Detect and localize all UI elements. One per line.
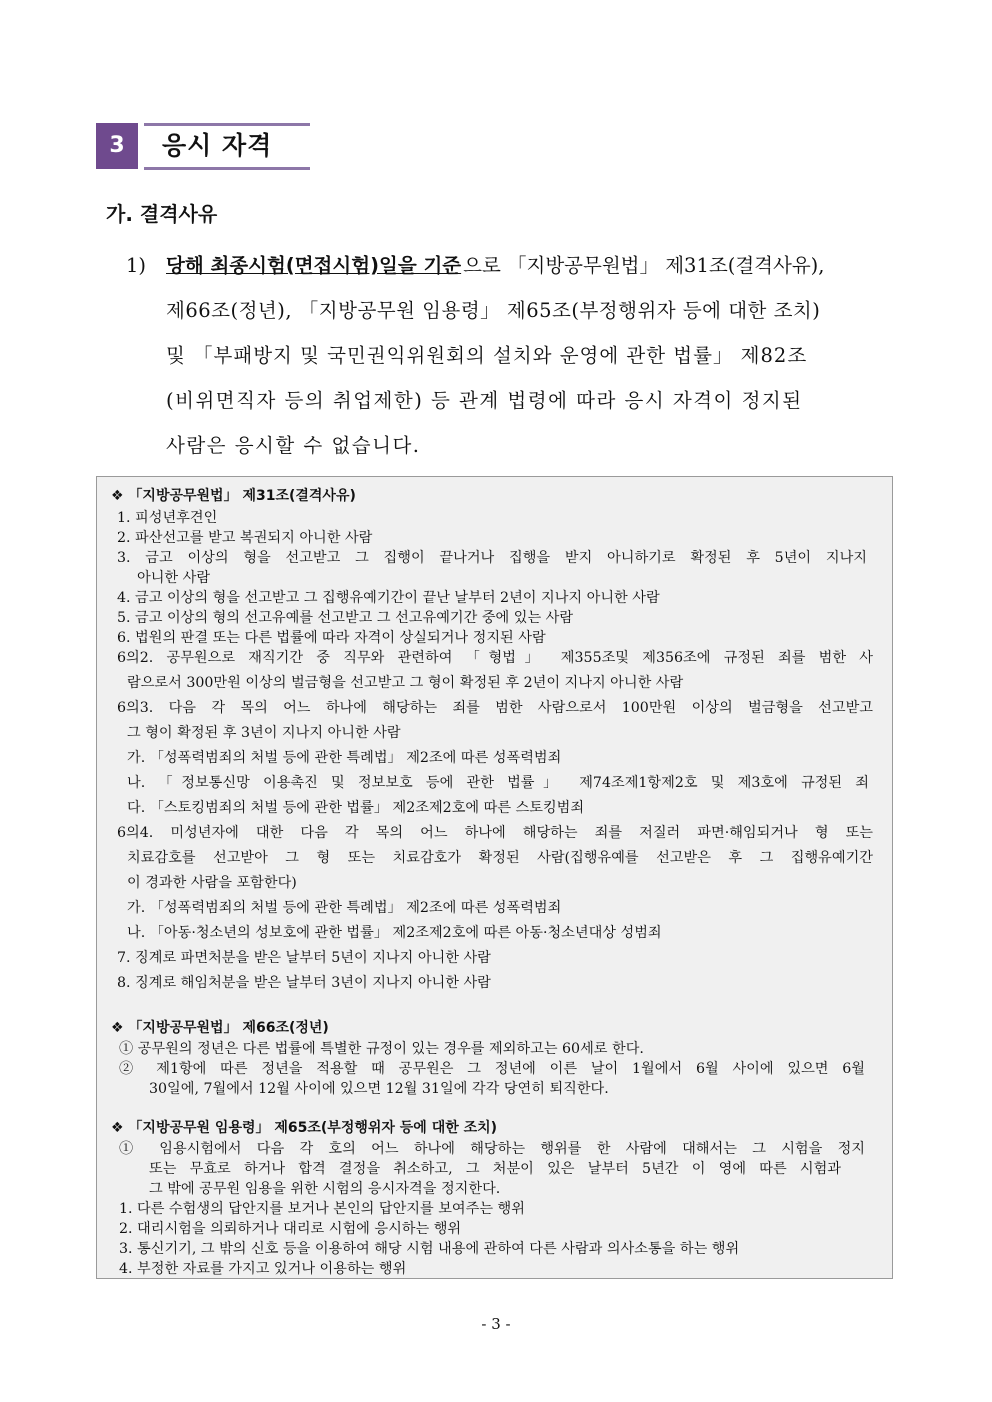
law-line: ① 공무원의 정년은 다른 법률에 특별한 규정이 있는 경우를 제외하고는 60세로 한다. [119,1041,644,1057]
section-header [96,123,310,169]
law-line: 가. 「성폭력범죄의 처벌 등에 관한 특례법」 제2조에 따른 성폭력범죄 [127,750,562,766]
law-line: 8. 징계로 해임처분을 받은 날부터 3년이 지나지 아니한 사람 [117,975,491,991]
paragraph-text: 으로 「지방공무원법」 제31조(결격사유), [463,254,825,277]
section-number: 3 [96,123,138,169]
law-line: 치료감호를 선고받아 그 형 또는 치료감호가 확정된 사람(집행유예를 선고받은 후 그 집행유예기간 [127,850,873,866]
section-rule-bottom [144,167,310,170]
law-line: 람으로서 300만원 이상의 벌금형을 선고받고 그 형이 확정된 후 2년이 지나지 아니한 사람 [127,675,684,691]
law-line: 2. 대리시험을 의뢰하거나 대리로 시험에 응시하는 행위 [119,1221,462,1237]
paragraph-line-5 [166,423,899,468]
law-line: 2. 파산선고를 받고 복권되지 아니한 사람 [117,530,373,546]
section-rule-top [144,123,310,126]
law-line: 그 밖에 공무원 임용을 위한 시험의 응시자격을 정지한다. [149,1181,501,1197]
law-line: 또는 무효로 하거나 합격 결정을 취소하고, 그 처분이 있은 날부터 5년간 이 영에 따른 시험과 [149,1161,841,1177]
section-title: 응시 자격 [162,131,273,160]
law-line: 나. 「아동·청소년의 성보호에 관한 법률」 제2조제2호에 따른 아동·청소년대상 성범죄 [127,925,662,941]
law-line: 이 경과한 사람을 포함한다) [127,875,297,891]
paragraph-number: 1) [126,254,147,277]
law-line: 5. 금고 이상의 형의 선고유예를 선고받고 그 선고유예기간 중에 있는 사람 [117,610,574,626]
law-line: 7. 징계로 파면처분을 받은 날부터 5년이 지나지 아니한 사람 [117,950,491,966]
law-excerpt-box [96,476,893,1279]
paragraph-line-2 [166,288,899,333]
law-line: 4. 금고 이상의 형을 선고받고 그 집행유예기간이 끝난 날부터 2년이 지나지 아니한 사람 [117,590,660,606]
paragraph-line-3 [166,333,899,378]
law-line: 3. 통신기기, 그 밖의 신호 등을 이용하여 해당 시험 내용에 관하여 다른 사람과 의사소통을 하는 행위 [119,1241,740,1257]
law-line: 아니한 사람 [137,570,211,586]
page-number: - 3 - [481,1315,511,1333]
subheading: 가. 결격사유 [106,202,218,226]
paragraph [166,243,899,468]
law-line: 3. 금고 이상의 형을 선고받고 그 집행이 끝나거나 집행을 받지 아니하기로 확정된 후 5년이 지나지 [117,550,867,566]
law-line: 1. 다른 수험생의 답안지를 보거나 본인의 답안지를 보여주는 행위 [119,1201,525,1217]
law-line: 6의4. 미성년자에 대한 다음 각 목의 어느 하나에 해당하는 죄를 저질러 파면·해임되거나 형 또는 [117,825,873,841]
law-line: 6의2. 공무원으로 재직기간 중 직무와 관련하여 「형법」 제355조및 제356조에 규정된 죄를 범한 사 [117,650,873,666]
paragraph-text: 제66조(정년), 「지방공무원 임용령」 제65조(부정행위자 등에 대한 조치) [166,299,821,322]
law-title: ❖ 「지방공무원 임용령」 제65조(부정행위자 등에 대한 조치) [111,1120,498,1136]
paragraph-line-1 [166,243,899,288]
paragraph-text: (비위면직자 등의 취업제한) 등 관계 법령에 따라 응시 자격이 정지된 [166,389,803,412]
law-line: 6. 법원의 판결 또는 다른 법률에 따라 자격이 상실되거나 정지된 사람 [117,630,546,646]
law-title: ❖ 「지방공무원법」 제31조(결격사유) [111,488,356,504]
paragraph-line-4 [166,378,899,423]
paragraph-text: 및 「부패방지 및 국민권익위원회의 설치와 운영에 관한 법률」 제82조 [166,344,808,367]
law-line: 6의3. 다음 각 목의 어느 하나에 해당하는 죄를 범한 사람으로서 100만원 이상의 벌금형을 선고받고 [117,700,873,716]
law-line: 다. 「스토킹범죄의 처벌 등에 관한 법률」 제2조제2호에 따른 스토킹범죄 [127,800,585,816]
law-line: 그 형이 확정된 후 3년이 지나지 아니한 사람 [127,725,401,741]
law-line: 1. 피성년후견인 [117,510,218,526]
law-line: ② 제1항에 따른 정년을 적용할 때 공무원은 그 정년에 이른 날이 1월에서 6월 사이에 있으면 6월 [119,1061,865,1077]
paragraph-text: 사람은 응시할 수 없습니다. [166,434,421,457]
law-line: 30일에, 7월에서 12월 사이에 있으면 12월 31일에 각각 당연히 퇴직한다. [149,1081,609,1097]
law-line: 나. 「정보통신망 이용촉진 및 정보보호 등에 관한 법률」 제74조제1항제2호 및 제3호에 규정된 죄 [127,775,869,791]
law-line: 4. 부정한 자료를 가지고 있거나 이용하는 행위 [119,1261,407,1277]
law-line: 가. 「성폭력범죄의 처벌 등에 관한 특례법」 제2조에 따른 성폭력범죄 [127,900,562,916]
law-line: ① 임용시험에서 다음 각 호의 어느 하나에 해당하는 행위를 한 사람에 대해서는 그 시험을 정지 [119,1141,865,1157]
law-title: ❖ 「지방공무원법」 제66조(정년) [111,1020,329,1036]
paragraph-emphasis: 당해 최종시험(면접시험)일을 기준 [166,254,462,277]
